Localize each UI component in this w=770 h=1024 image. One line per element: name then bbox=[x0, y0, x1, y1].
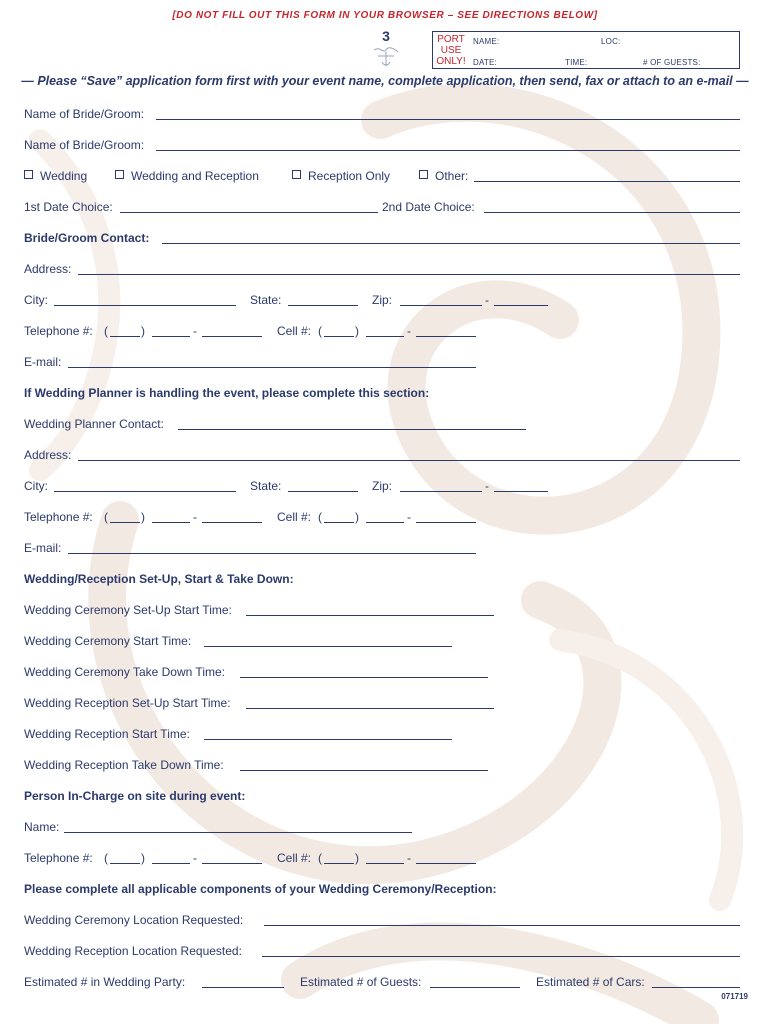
address-input[interactable] bbox=[78, 274, 740, 275]
wedding-reception-option-label: Wedding and Reception bbox=[131, 169, 259, 183]
ceremony-setup-label: Wedding Ceremony Set-Up Start Time: bbox=[24, 603, 232, 617]
bride-groom-contact-label: Bride/Groom Contact: bbox=[24, 231, 150, 245]
ceremony-takedown-input[interactable] bbox=[240, 677, 488, 678]
city-label: City: bbox=[24, 293, 48, 307]
zip-input[interactable] bbox=[400, 305, 482, 306]
wedding-party-input[interactable] bbox=[202, 987, 284, 988]
ceremony-setup-input[interactable] bbox=[246, 615, 494, 616]
person-in-charge-heading: Person In-Charge on site during event: bbox=[24, 789, 246, 803]
ceremony-setup-row bbox=[24, 602, 740, 618]
second-date-label: 2nd Date Choice: bbox=[382, 200, 475, 214]
email-label: E-mail: bbox=[24, 355, 62, 369]
ceremony-location-input[interactable] bbox=[264, 925, 740, 926]
wedding-party-label: Estimated # in Wedding Party: bbox=[24, 975, 186, 989]
ceremony-start-label: Wedding Ceremony Start Time: bbox=[24, 634, 192, 648]
person-in-charge-telephone-area-input[interactable] bbox=[110, 863, 140, 864]
second-date-input[interactable] bbox=[484, 212, 740, 213]
planner-email-row bbox=[24, 540, 740, 556]
port-use-only-box bbox=[432, 31, 740, 69]
planner-state-label: State: bbox=[250, 479, 282, 493]
reception-takedown-input[interactable] bbox=[240, 770, 488, 771]
telephone-line-input[interactable] bbox=[202, 336, 262, 337]
reception-takedown-row bbox=[24, 757, 740, 773]
person-in-charge-name-input[interactable] bbox=[64, 832, 412, 833]
planner-address-row bbox=[24, 447, 740, 463]
cell-label: Cell #: bbox=[277, 324, 312, 338]
reception-setup-label: Wedding Reception Set-Up Start Time: bbox=[24, 696, 231, 710]
port-name-field: NAME: bbox=[473, 37, 500, 46]
reception-only-option-label: Reception Only bbox=[308, 169, 391, 183]
planner-section-heading: If Wedding Planner is handling the event, please complete this section: bbox=[24, 386, 430, 400]
bride-groom-contact-row bbox=[24, 230, 740, 246]
planner-telephone-area-input[interactable] bbox=[110, 522, 140, 523]
other-option-label: Other: bbox=[435, 169, 469, 183]
address-row bbox=[24, 261, 740, 277]
planner-contact-row bbox=[24, 416, 740, 432]
city-input[interactable] bbox=[54, 305, 236, 306]
planner-telephone-line-input[interactable] bbox=[202, 522, 262, 523]
bride-groom-name-input[interactable] bbox=[156, 150, 740, 151]
email-input[interactable] bbox=[68, 367, 476, 368]
planner-address-input[interactable] bbox=[78, 460, 740, 461]
address-label: Address: bbox=[24, 262, 72, 276]
wedding-reception-checkbox[interactable] bbox=[115, 170, 124, 179]
components-section-heading: Please complete all applicable components of your Wedding Ceremony/Reception: bbox=[24, 882, 497, 896]
planner-zip-ext-input[interactable] bbox=[494, 491, 548, 492]
reception-start-input[interactable] bbox=[204, 739, 452, 740]
port-time-field: TIME: bbox=[565, 58, 588, 67]
setup-section-heading: Wedding/Reception Set-Up, Start & Take Down: bbox=[24, 572, 294, 586]
form-code: 071719 bbox=[721, 992, 748, 1001]
port-loc-field: LOC: bbox=[601, 37, 621, 46]
planner-contact-label: Wedding Planner Contact: bbox=[24, 417, 164, 431]
planner-contact-input[interactable] bbox=[178, 429, 526, 430]
ceremony-takedown-label: Wedding Ceremony Take Down Time: bbox=[24, 665, 225, 679]
bride-groom-name-label: Name of Bride/Groom: bbox=[24, 107, 145, 121]
planner-cell-label: Cell #: bbox=[277, 510, 312, 524]
guests-estimate-input[interactable] bbox=[430, 987, 520, 988]
state-label: State: bbox=[250, 293, 282, 307]
browser-warning: [DO NOT FILL OUT THIS FORM IN YOUR BROWSER – SEE DIRECTIONS BELOW] bbox=[172, 10, 598, 21]
cars-estimate-input[interactable] bbox=[652, 987, 740, 988]
email-row bbox=[24, 354, 740, 370]
other-input[interactable] bbox=[474, 181, 740, 182]
ceremony-takedown-row bbox=[24, 664, 740, 680]
person-in-charge-cell-label: Cell #: bbox=[277, 851, 312, 865]
reception-location-input[interactable] bbox=[262, 956, 740, 957]
cars-estimate-label: Estimated # of Cars: bbox=[536, 975, 645, 989]
cell-prefix-input[interactable] bbox=[366, 336, 404, 337]
person-in-charge-cell-line-input[interactable] bbox=[416, 863, 476, 864]
page-number: 3 bbox=[382, 28, 390, 44]
ceremony-start-row bbox=[24, 633, 740, 649]
planner-cell-prefix-input[interactable] bbox=[366, 522, 404, 523]
person-in-charge-telephone-prefix-input[interactable] bbox=[152, 863, 190, 864]
cell-line-input[interactable] bbox=[416, 336, 476, 337]
planner-city-input[interactable] bbox=[54, 491, 236, 492]
reception-location-label: Wedding Reception Location Requested: bbox=[24, 944, 242, 958]
date-choice-row bbox=[24, 199, 740, 215]
instructions-banner: — Please “Save” application form first with your event name, complete application, then send, fax or attach to an e-mail — bbox=[21, 74, 749, 88]
person-in-charge-cell-area-input[interactable] bbox=[324, 863, 354, 864]
bride-groom-name-row-1 bbox=[24, 106, 740, 122]
estimates-row bbox=[24, 974, 740, 990]
planner-city-state-zip-row: City: State: Zip: - bbox=[24, 478, 740, 494]
port-date-field: DATE: bbox=[473, 58, 497, 67]
cell-area-input[interactable] bbox=[324, 336, 354, 337]
person-in-charge-phone-row: Telephone #: ( ) - Cell #: ( ) - bbox=[24, 850, 740, 866]
ceremony-start-input[interactable] bbox=[204, 646, 452, 647]
reception-setup-input[interactable] bbox=[246, 708, 494, 709]
planner-zip-label: Zip: bbox=[372, 479, 393, 493]
planner-cell-line-input[interactable] bbox=[416, 522, 476, 523]
wedding-option-label: Wedding bbox=[40, 169, 88, 183]
ceremony-location-label: Wedding Ceremony Location Requested: bbox=[24, 913, 244, 927]
state-input[interactable] bbox=[288, 305, 358, 306]
reception-takedown-label: Wedding Reception Take Down Time: bbox=[24, 758, 224, 772]
zip-ext-input[interactable] bbox=[494, 305, 548, 306]
event-type-row bbox=[24, 168, 740, 184]
telephone-prefix-input[interactable] bbox=[152, 336, 190, 337]
bride-groom-name-input[interactable] bbox=[156, 119, 740, 120]
planner-email-input[interactable] bbox=[68, 553, 476, 554]
planner-email-label: E-mail: bbox=[24, 541, 62, 555]
reception-start-row bbox=[24, 726, 740, 742]
reception-only-checkbox[interactable] bbox=[292, 170, 301, 179]
person-in-charge-telephone-line-input[interactable] bbox=[202, 863, 262, 864]
telephone-area-input[interactable] bbox=[110, 336, 140, 337]
port-use-only-label: PORT USE ONLY! bbox=[436, 34, 466, 67]
bride-groom-name-label: Name of Bride/Groom: bbox=[24, 138, 145, 152]
planner-cell-area-input[interactable] bbox=[324, 522, 354, 523]
planner-phone-row: Telephone #: ( ) - Cell #: ( ) - bbox=[24, 509, 740, 525]
logo-icon bbox=[366, 42, 406, 68]
person-in-charge-cell-prefix-input[interactable] bbox=[366, 863, 404, 864]
reception-start-label: Wedding Reception Start Time: bbox=[24, 727, 190, 741]
first-date-input[interactable] bbox=[120, 212, 378, 213]
zip-label: Zip: bbox=[372, 293, 393, 307]
port-guests-field: # OF GUESTS: bbox=[643, 58, 701, 67]
bride-groom-contact-input[interactable] bbox=[162, 243, 740, 244]
reception-location-row bbox=[24, 943, 740, 959]
phone-row: Telephone #: ( ) - Cell #: ( ) - bbox=[24, 323, 740, 339]
person-in-charge-name-row bbox=[24, 819, 740, 835]
ceremony-location-row bbox=[24, 912, 740, 928]
planner-city-label: City: bbox=[24, 479, 48, 493]
telephone-label: Telephone #: bbox=[24, 324, 93, 338]
wedding-checkbox[interactable] bbox=[24, 170, 33, 179]
first-date-label: 1st Date Choice: bbox=[24, 200, 113, 214]
planner-address-label: Address: bbox=[24, 448, 72, 462]
city-state-zip-row: City: State: Zip: - bbox=[24, 292, 740, 308]
planner-telephone-label: Telephone #: bbox=[24, 510, 93, 524]
person-in-charge-telephone-label: Telephone #: bbox=[24, 851, 93, 865]
planner-telephone-prefix-input[interactable] bbox=[152, 522, 190, 523]
guests-estimate-label: Estimated # of Guests: bbox=[300, 975, 422, 989]
planner-state-input[interactable] bbox=[288, 491, 358, 492]
planner-zip-input[interactable] bbox=[400, 491, 482, 492]
other-checkbox[interactable] bbox=[419, 170, 428, 179]
person-in-charge-name-label: Name: bbox=[24, 820, 60, 834]
bride-groom-name-row-2 bbox=[24, 137, 740, 153]
reception-setup-row bbox=[24, 695, 740, 711]
